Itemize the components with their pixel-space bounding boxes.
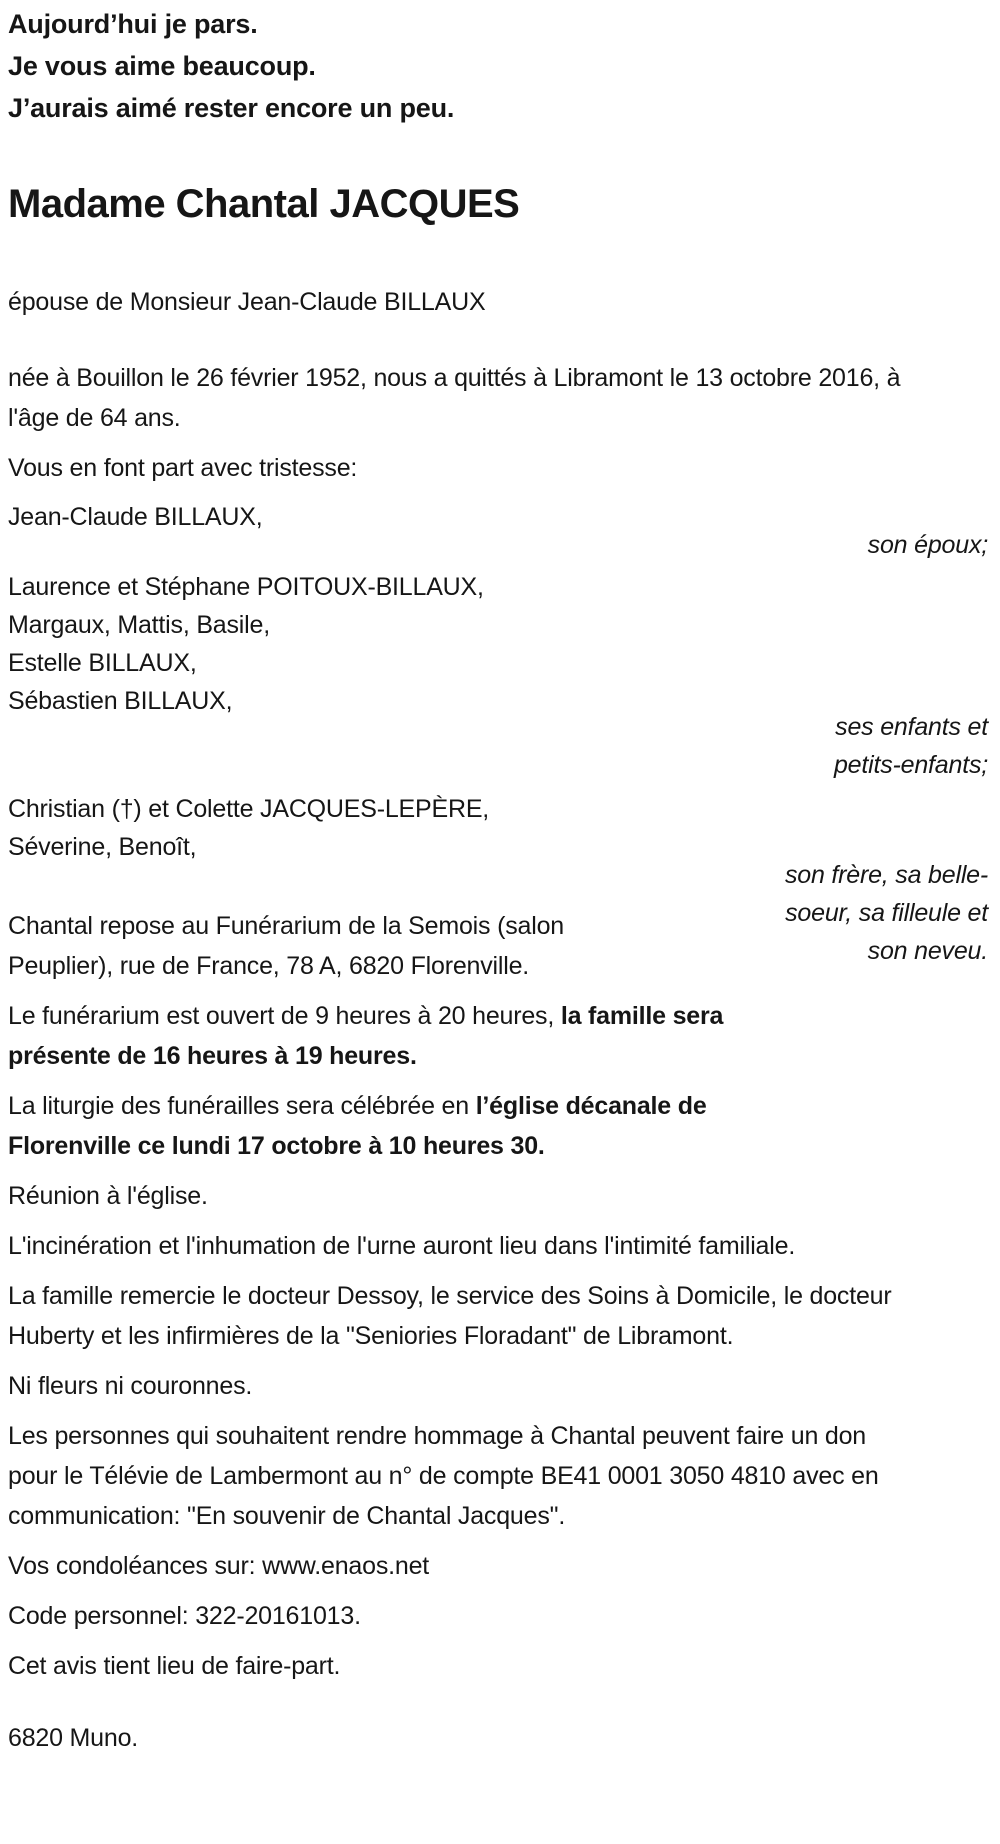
notice-line: Cet avis tient lieu de faire-part. xyxy=(8,1652,341,1680)
flowers-paragraph: Ni fleurs ni couronnes. xyxy=(8,1372,253,1400)
epitaph-line-3: J’aurais aimé rester encore un peu. xyxy=(8,93,455,123)
family-name: Margaux, Mattis, Basile, xyxy=(8,611,270,639)
personal-code-line: Code personnel: 322-20161013. xyxy=(8,1602,361,1630)
condolences-line: Vos condoléances sur: www.enaos.net xyxy=(8,1552,430,1580)
relation-label: ses enfants et petits-enfants; xyxy=(833,713,988,779)
relation-label: son frère, sa belle-soeur, sa filleule et son neveu. xyxy=(784,861,988,965)
family-name: Sébastien BILLAUX, xyxy=(8,687,233,715)
liturgy-paragraph xyxy=(8,1086,788,1166)
life-dates: née à Bouillon le 26 février 1952, nous a quittés à Libramont le 13 octobre 2016, à l'âge de 64 ans. xyxy=(8,364,901,432)
family-name: Laurence et Stéphane POITOUX-BILLAUX, xyxy=(8,573,484,601)
family-group-spouse xyxy=(8,498,988,564)
epitaph-line-1: Aujourd’hui je pars. xyxy=(8,9,258,39)
relation-label: son époux; xyxy=(867,531,988,559)
epitaph-line-2: Je vous aime beaucoup. xyxy=(8,51,316,81)
thanks-paragraph: La famille remercie le docteur Dessoy, le service des Soins à Domicile, le docteur Huberty et les infirmières de la "Seniories Floradant" de Libramont. xyxy=(8,1282,892,1350)
family-name: Christian (†) et Colette JACQUES-LEPÈRE, xyxy=(8,795,490,823)
incineration-paragraph: L'incinération et l'inhumation de l'urne auront lieu dans l'intimité familiale. xyxy=(8,1232,796,1260)
donation-paragraph: Les personnes qui souhaitent rendre hommage à Chantal peuvent faire un don pour le Télévie de Lambermont au n° de compte BE41 0001 3050 4810 avec en communication: "En souvenir de Chantal Jacques". xyxy=(8,1422,879,1530)
announcement-intro: Vous en font part avec tristesse: xyxy=(8,454,358,482)
funerarium-hours-paragraph xyxy=(8,996,818,1076)
deceased-name-title: Madame Chantal JACQUES xyxy=(8,182,520,226)
hours-normal-text: Le funérarium est ouvert de 9 heures à 20 heures, xyxy=(8,1002,561,1030)
liturgy-bold-text: l’église décanale de Florenville ce lundi 17 octobre à 10 heures 30. xyxy=(8,1092,707,1160)
spouse-line: épouse de Monsieur Jean-Claude BILLAUX xyxy=(8,288,486,316)
reunion-paragraph: Réunion à l'église. xyxy=(8,1182,208,1210)
family-group-children xyxy=(8,568,988,784)
family-name: Estelle BILLAUX, xyxy=(8,649,197,677)
hours-bold-text: la famille sera présente de 16 heures à 19 heures. xyxy=(8,1002,724,1070)
family-name: Jean-Claude BILLAUX, xyxy=(8,503,263,531)
epitaph-section xyxy=(8,8,988,124)
repose-paragraph: Chantal repose au Funérarium de la Semois (salon Peuplier), rue de France, 78 A, 6820 Florenville. xyxy=(8,912,564,980)
address-line: 6820 Muno. xyxy=(8,1724,139,1752)
liturgy-normal-text: La liturgie des funérailles sera célébrée en xyxy=(8,1092,476,1120)
family-group-siblings xyxy=(8,790,988,866)
family-name: Séverine, Benoît, xyxy=(8,833,197,861)
